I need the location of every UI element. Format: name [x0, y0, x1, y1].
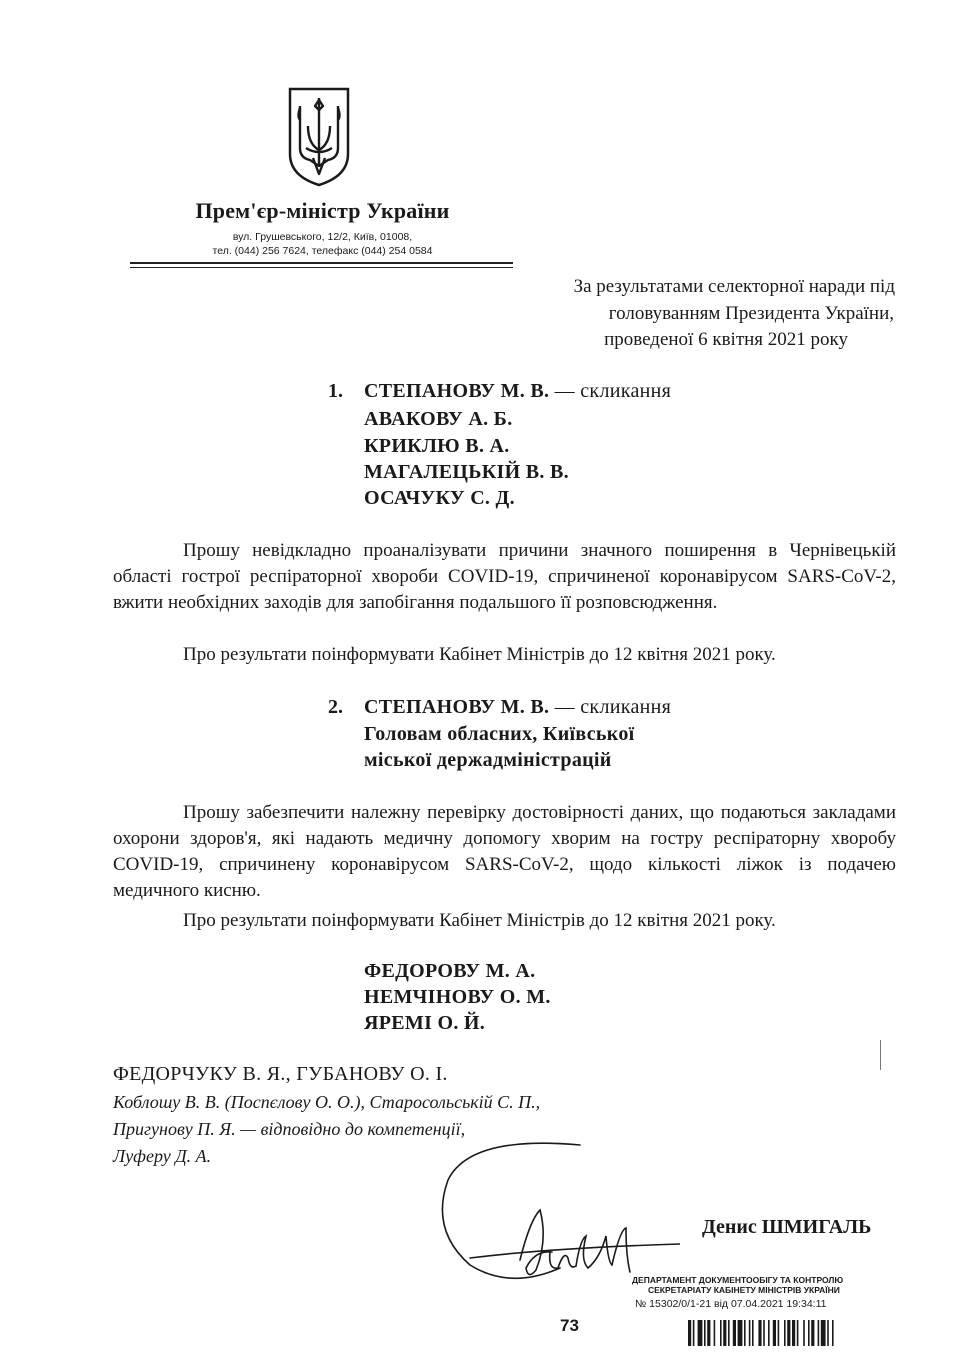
paragraph-text: Прошу невідкладно проаналізувати причини значного поширення в Чернівецькій області гострої респіраторної хвороби COVID-19, спричиненої коронавірусом SARS-CoV-2, вжити необхідних заходів для запобігання подальшого її розповсюдження. — [113, 540, 896, 613]
barcode-bar — [744, 1320, 746, 1346]
addressee-line — [364, 696, 671, 719]
addressee-name: СТЕПАНОВУ М. В. — [364, 696, 550, 718]
barcode-bar — [803, 1320, 805, 1346]
addressee-name: СТЕПАНОВУ М. В. — [364, 380, 550, 402]
header-divider-thin — [130, 267, 513, 268]
copy-line: Луферу Д. А. — [113, 1146, 212, 1166]
paragraph-text: Прошу забезпечити належну перевірку достовірності даних, що подаються закладами охорони здоров'я, які надають медичну допомогу хворим на гостру респіраторну хворобу COVID-19, спричинену коронавірусом SARS-CoV-2, щодо кількості ліжок із подачею медичного кисню. — [113, 802, 896, 901]
barcode-bar — [784, 1320, 786, 1346]
barcode-bar — [818, 1320, 820, 1346]
page-number: 73 — [560, 1316, 579, 1335]
barcode-bar — [698, 1320, 703, 1346]
barcode-bar — [723, 1320, 726, 1346]
addressee-name: АВАКОВУ А. Б. — [364, 408, 513, 430]
stamp-line: ДЕПАРТАМЕНТ ДОКУМЕНТООБІГУ ТА КОНТРОЛЮ — [632, 1275, 844, 1285]
addressee-line — [364, 380, 671, 403]
addressee-name: Головам обласних, Київської — [364, 723, 635, 745]
copy-line: Пригунову П. Я. — відповідно до компетенції, — [113, 1119, 466, 1139]
barcode-bar — [749, 1320, 751, 1346]
barcode-bar — [693, 1320, 695, 1346]
addressee-name: ОСАЧУКУ С. Д. — [364, 487, 515, 509]
convener-note: — скликання — [549, 696, 672, 718]
report-deadline: Про результати поінформувати Кабінет Міністрів до 12 квітня 2021 року. — [183, 644, 776, 665]
org-title: Прем'єр-міністр України — [195, 198, 450, 223]
resolution-line-2: головуванням Президента України, — [608, 303, 894, 324]
signer-name: Денис ШМИГАЛЬ — [702, 1216, 872, 1238]
phone-line: тел. (044) 256 7624, телефакс (044) 254 0584 — [212, 245, 433, 257]
section-number: 2. — [328, 696, 343, 718]
barcode-bar — [738, 1320, 743, 1346]
resolution-line-3: проведеної 6 квітня 2021 року — [604, 329, 848, 350]
addressee-name: КРИКЛЮ В. А. — [364, 435, 510, 457]
copy-line: Коблошу В. В. (Поспєлову О. О.), Старосольській С. П., — [113, 1092, 541, 1112]
instruction-paragraph — [113, 800, 896, 904]
resolution-line-1: За результатами селекторної наради під — [573, 276, 895, 297]
copy-line: ФЕДОРЧУКУ В. Я., ГУБАНОВУ О. І. — [113, 1063, 448, 1085]
barcode-bar — [688, 1320, 691, 1346]
barcode-bar — [808, 1320, 810, 1346]
addressee-name: ЯРЕМІ О. Й. — [364, 1012, 486, 1034]
addressee-name: МАГАЛЕЦЬКІЙ В. В. — [364, 461, 569, 483]
instruction-paragraph — [113, 538, 896, 616]
barcode-bar — [773, 1320, 776, 1346]
barcode-bar — [821, 1320, 826, 1346]
barcode-bar — [763, 1320, 765, 1346]
barcode-bar — [768, 1320, 770, 1346]
section-number: 1. — [328, 380, 343, 402]
barcode-bar — [704, 1320, 706, 1346]
barcode-bar — [778, 1320, 780, 1346]
barcode-bar — [714, 1320, 716, 1346]
report-deadline: Про результати поінформувати Кабінет Міністрів до 12 квітня 2021 року. — [183, 910, 776, 931]
barcode-bar — [792, 1320, 795, 1346]
header-divider — [130, 262, 513, 264]
addressee-name: НЕМЧІНОВУ О. М. — [364, 986, 551, 1008]
barcode-bar — [758, 1320, 761, 1346]
address-line: вул. Грушевського, 12/2, Київ, 01008, — [232, 231, 413, 243]
stamp-line: СЕКРЕТАРІАТУ КАБІНЕТУ МІНІСТРІВ УКРАЇНИ — [648, 1285, 840, 1295]
barcode-bar — [720, 1320, 722, 1346]
barcode-icon — [688, 1320, 908, 1346]
barcode-bar — [733, 1320, 736, 1346]
margin-mark — [880, 1040, 884, 1070]
registration-number: № 15302/0/1-21 від 07.04.2021 19:34:11 — [635, 1298, 827, 1310]
barcode-bar — [797, 1320, 799, 1346]
addressee-name: ФЕДОРОВУ М. А. — [364, 960, 536, 982]
barcode-bar — [787, 1320, 790, 1346]
barcode-bar — [728, 1320, 730, 1346]
convener-note: — скликання — [549, 380, 672, 402]
barcode-bar — [752, 1320, 754, 1346]
barcode-bar — [707, 1320, 710, 1346]
trident-coat-of-arms-icon — [286, 86, 352, 188]
barcode-bar — [832, 1320, 834, 1346]
barcode-bar — [827, 1320, 829, 1346]
addressee-name: міської держадміністрацій — [364, 749, 612, 771]
barcode-bar — [811, 1320, 814, 1346]
